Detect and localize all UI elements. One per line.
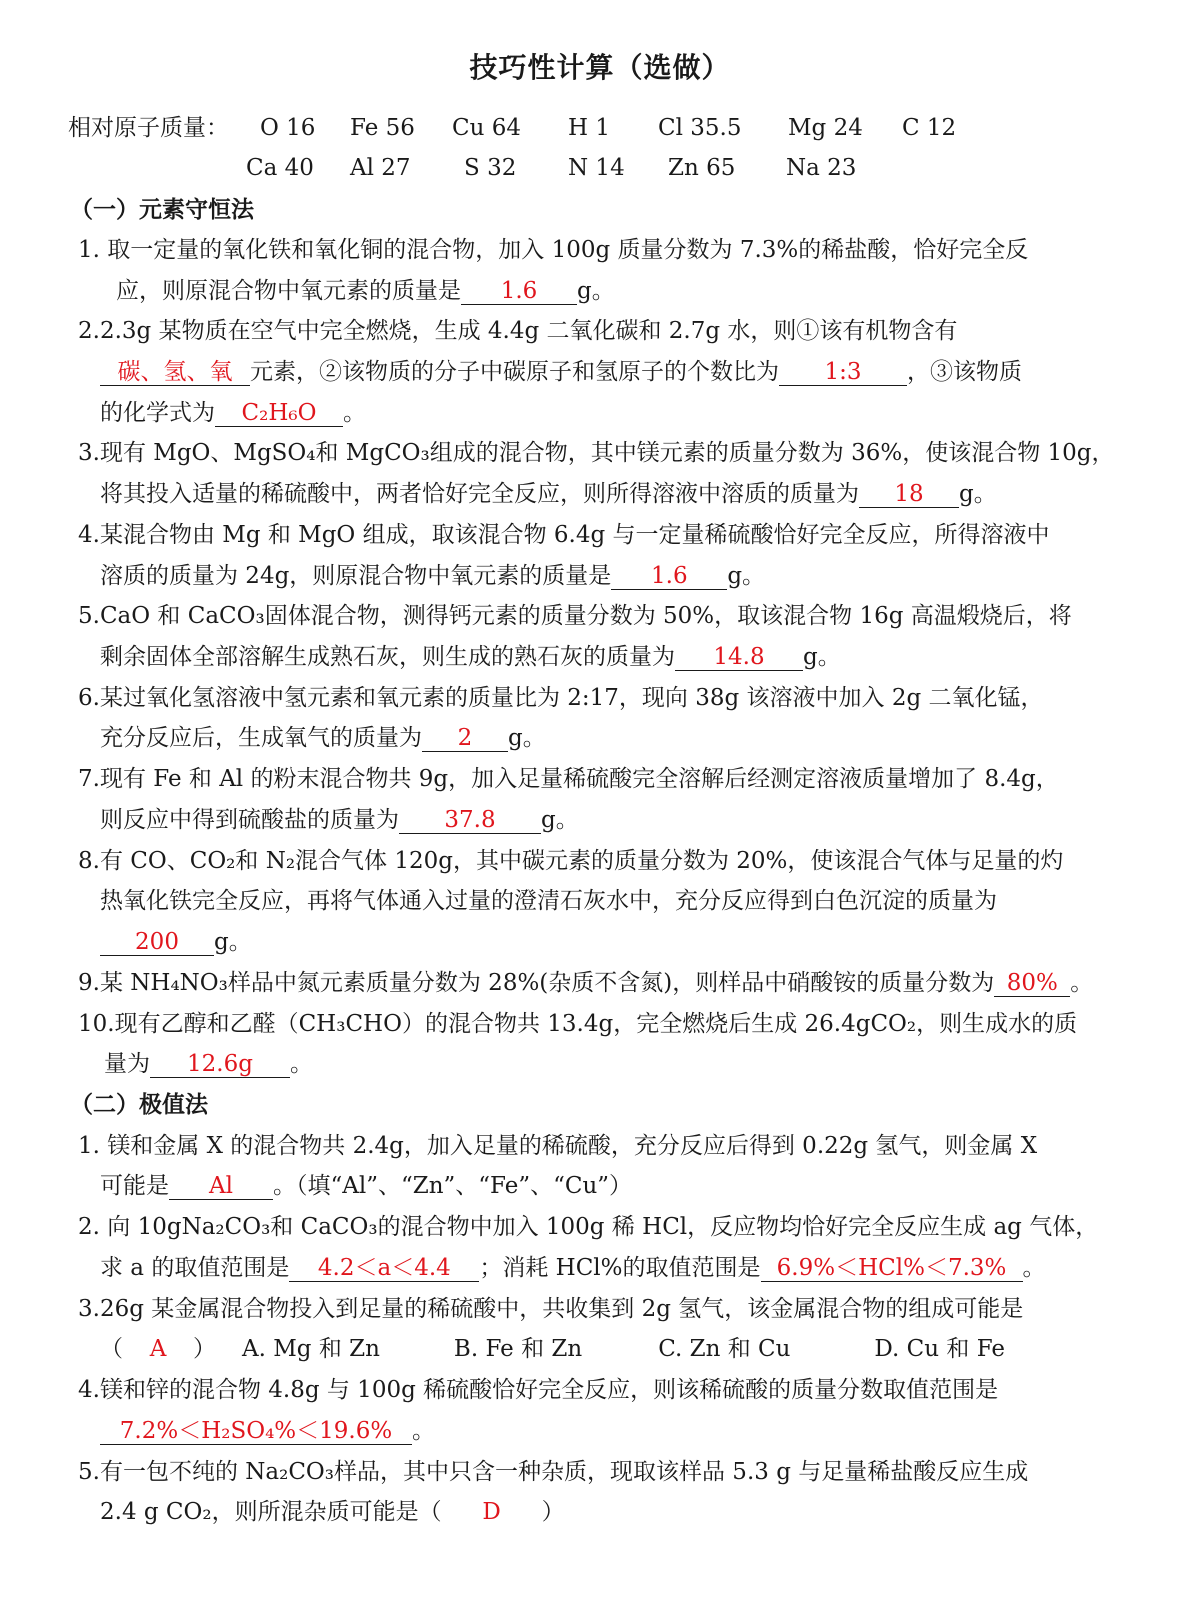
question-line xyxy=(100,397,366,429)
question-number: 8. xyxy=(78,848,100,874)
question-text: ） xyxy=(193,1336,216,1362)
question-text: g。 xyxy=(577,278,615,304)
answer-blank: 1.6 xyxy=(461,278,577,305)
question-number: 1. xyxy=(78,237,100,263)
question-text: 取一定量的氧化铁和氧化铜的混合物，加入 100g 质量分数为 7.3%的稀盐酸，恰好完全反 xyxy=(107,237,1029,263)
question-line xyxy=(78,1211,1098,1243)
option-a: A. Mg 和 Zn xyxy=(242,1336,380,1362)
answer-blank: 1.6 xyxy=(611,563,727,590)
question-text: 镁和锌的混合物 4.8g 与 100g 稀硫酸恰好完全反应，则该稀硫酸的质量分数取值范围是 xyxy=(99,1377,999,1403)
question-text: 。 xyxy=(290,1051,313,1077)
question-text: g。 xyxy=(727,563,766,589)
answer-blank: 6.9%＜HCl%＜7.3% xyxy=(761,1255,1023,1282)
question-text: 将其投入适量的稀硫酸中，两者恰好完全反应，则所得溶液中溶质的质量为 xyxy=(100,481,859,507)
question-text: ，③该物质 xyxy=(907,359,1022,385)
answer-blank: 200 xyxy=(100,929,214,956)
question-text: 某过氧化氢溶液中氢元素和氧元素的质量比为 2:17，现向 38g 该溶液中加入 2g 二氧化锰， xyxy=(99,685,1044,711)
atomic-mass-item: Zn 65 xyxy=(668,155,736,181)
question-text: 溶质的质量为 24g，则原混合物中氧元素的质量是 xyxy=(100,563,612,589)
atomic-mass-item: S 32 xyxy=(464,155,517,181)
question-text: g。 xyxy=(803,644,841,670)
question-text: g。 xyxy=(541,807,579,833)
question-line xyxy=(78,967,1093,999)
question-line xyxy=(78,437,1115,469)
atomic-mass-item: Na 23 xyxy=(786,155,857,181)
question-text: 2.4 g CO₂，则所混杂质可能是（ xyxy=(100,1499,442,1525)
question-text: 应，则原混合物中氧元素的质量是 xyxy=(116,278,461,304)
answer-blank: 37.8 xyxy=(399,807,541,834)
question-text: 现有乙醇和乙醛（CH₃CHO）的混合物共 13.4g，完全燃烧后生成 26.4gCO₂，则生成水的质 xyxy=(114,1011,1078,1037)
answer-blank: 7.2%＜H₂SO₄%＜19.6% xyxy=(100,1418,412,1445)
question-text: 。 xyxy=(1070,970,1094,996)
question-line xyxy=(78,315,957,347)
atomic-mass-item: N 14 xyxy=(568,155,625,181)
question-text: ；消耗 HCl%的取值范围是 xyxy=(479,1255,761,1281)
question-text: g。 xyxy=(959,481,997,507)
question-text: 26g 某金属混合物投入到足量的稀硫酸中，共收集到 2g 氢气，该金属混合物的组成可能是 xyxy=(99,1296,1024,1322)
atomic-mass-item: Al 27 xyxy=(350,155,411,181)
question-number: 3. xyxy=(78,440,100,466)
answer-blank: C₂H₆O xyxy=(215,400,343,427)
question-line xyxy=(100,478,997,510)
question-line xyxy=(78,600,1072,632)
question-text: （ xyxy=(100,1336,123,1362)
question-number: 3. xyxy=(78,1296,100,1322)
section-heading: （二）极值法 xyxy=(70,1092,208,1118)
question-number: 2. xyxy=(78,318,100,344)
question-line xyxy=(78,234,1028,266)
answer-choice: D xyxy=(482,1499,501,1525)
question-line xyxy=(78,1456,1028,1488)
option-b: B. Fe 和 Zn xyxy=(453,1336,583,1362)
answer-blank: 80% xyxy=(994,970,1070,997)
answer-blank: 1:3 xyxy=(779,359,907,386)
question-line xyxy=(78,763,1059,795)
question-text: 量为 xyxy=(104,1051,150,1077)
question-text: 元素，②该物质的分子中碳原子和氢原子的个数比为 xyxy=(250,359,779,385)
question-line xyxy=(100,1252,1046,1284)
question-line xyxy=(78,1130,1037,1162)
atomic-mass-label: 相对原子质量： xyxy=(68,115,229,141)
atomic-mass-item: Mg 24 xyxy=(788,115,863,141)
question-line xyxy=(100,1415,435,1447)
question-text: 可能是 xyxy=(100,1173,169,1199)
question-line xyxy=(104,1048,313,1080)
question-number: 1. xyxy=(78,1133,100,1159)
question-text: 有一包不纯的 Na₂CO₃样品，其中只含一种杂质，现取该样品 5.3 g 与足量稀盐酸反应生成 xyxy=(99,1459,1029,1485)
atomic-mass-item: Cu 64 xyxy=(452,115,521,141)
atomic-mass-item: O 16 xyxy=(260,115,316,141)
question-text: 有 CO、CO₂和 N₂混合气体 120g，其中碳元素的质量分数为 20%，使该混合气体与足量的灼 xyxy=(99,848,1064,874)
question-line xyxy=(100,1333,1005,1365)
answer-blank: 14.8 xyxy=(675,644,803,671)
question-line xyxy=(78,1374,998,1406)
question-line xyxy=(100,804,579,836)
question-text: 。 xyxy=(1022,1255,1046,1281)
question-line xyxy=(78,519,1050,551)
atomic-mass-item: Ca 40 xyxy=(246,155,314,181)
question-number: 4. xyxy=(78,522,100,548)
question-text: g。 xyxy=(214,929,252,955)
answer-blank: 2 xyxy=(422,725,508,752)
question-line xyxy=(100,722,546,754)
atomic-mass-item: C 12 xyxy=(902,115,957,141)
question-line xyxy=(78,1293,1023,1325)
question-number: 7. xyxy=(78,766,100,792)
question-text: 2.3g 某物质在空气中完全燃烧，生成 4.4g 二氧化碳和 2.7g 水，则①该有机物含有 xyxy=(99,318,958,344)
question-line xyxy=(100,885,997,917)
question-text: 的化学式为 xyxy=(100,400,215,426)
answer-choice: A xyxy=(149,1336,167,1362)
question-text: 向 10gNa₂CO₃和 CaCO₃的混合物中加入 100g 稀 HCl，反应物均恰好完全反应生成 ag 气体， xyxy=(107,1214,1099,1240)
question-text: 。 xyxy=(412,1418,435,1444)
question-line xyxy=(100,1496,565,1528)
atomic-mass-row-1 xyxy=(68,112,1068,144)
question-text: 充分反应后，生成氧气的质量为 xyxy=(100,725,422,751)
section-heading: （一）元素守恒法 xyxy=(70,197,254,223)
question-line xyxy=(78,682,1044,714)
question-number: 2. xyxy=(78,1214,100,1240)
question-line xyxy=(78,845,1063,877)
page-title: 技巧性计算（选做） xyxy=(469,51,731,84)
question-text: CaO 和 CaCO₃固体混合物，测得钙元素的质量分数为 50%，取该混合物 16g 高温煅烧后，将 xyxy=(99,603,1072,629)
question-number: 10. xyxy=(78,1011,115,1037)
atomic-mass-item: H 1 xyxy=(568,115,611,141)
option-d: D. Cu 和 Fe xyxy=(874,1336,1006,1362)
option-c: C. Zn 和 Cu xyxy=(658,1336,791,1362)
question-text: 求 a 的取值范围是 xyxy=(100,1255,290,1281)
question-text: 则反应中得到硫酸盐的质量为 xyxy=(100,807,399,833)
atomic-mass-row-2 xyxy=(68,152,1068,184)
question-line xyxy=(78,1008,1077,1040)
question-text: 剩余固体全部溶解生成熟石灰，则生成的熟石灰的质量为 xyxy=(100,644,675,670)
question-number: 5. xyxy=(78,1459,100,1485)
answer-blank: 碳、氢、氧 xyxy=(100,359,250,386)
question-text: 。 xyxy=(343,400,366,426)
question-text: ） xyxy=(541,1499,565,1525)
answer-blank: 4.2＜a＜4.4 xyxy=(289,1255,479,1282)
question-line xyxy=(100,560,765,592)
question-text: 某混合物由 Mg 和 MgO 组成，取该混合物 6.4g 与一定量稀硫酸恰好完全反应，所得溶液中 xyxy=(99,522,1050,548)
question-line xyxy=(100,926,252,958)
atomic-mass-item: Fe 56 xyxy=(350,115,415,141)
question-number: 4. xyxy=(78,1377,100,1403)
question-number: 6. xyxy=(78,685,100,711)
answer-blank: 18 xyxy=(859,481,959,508)
question-line xyxy=(116,275,615,307)
answer-blank: 12.6g xyxy=(150,1051,290,1078)
question-text: 现有 MgO、MgSO₄和 MgCO₃组成的混合物，其中镁元素的质量分数为 36%，使该混合物 10g， xyxy=(99,440,1115,466)
question-line xyxy=(100,641,841,673)
question-line xyxy=(100,356,1022,388)
question-text: 某 NH₄NO₃样品中氮元素质量分数为 28%(杂质不含氮)，则样品中硝酸铵的质量分数为 xyxy=(99,970,995,996)
question-text: 热氧化铁完全反应，再将气体通入过量的澄清石灰水中，充分反应得到白色沉淀的质量为 xyxy=(100,888,997,914)
question-text: 。（填“Al”、“Zn”、“Fe”、“Cu”） xyxy=(273,1173,633,1199)
question-number: 9. xyxy=(78,970,100,996)
question-text: 现有 Fe 和 Al 的粉末混合物共 9g，加入足量稀硫酸完全溶解后经测定溶液质量增加了 8.4g， xyxy=(99,766,1059,792)
question-text: 镁和金属 X 的混合物共 2.4g，加入足量的稀硫酸，充分反应后得到 0.22g 氢气，则金属 X xyxy=(107,1133,1038,1159)
answer-blank: Al xyxy=(169,1173,273,1200)
atomic-mass-item: Cl 35.5 xyxy=(658,115,742,141)
question-number: 5. xyxy=(78,603,100,629)
question-text: g。 xyxy=(508,725,546,751)
question-line xyxy=(100,1170,632,1202)
